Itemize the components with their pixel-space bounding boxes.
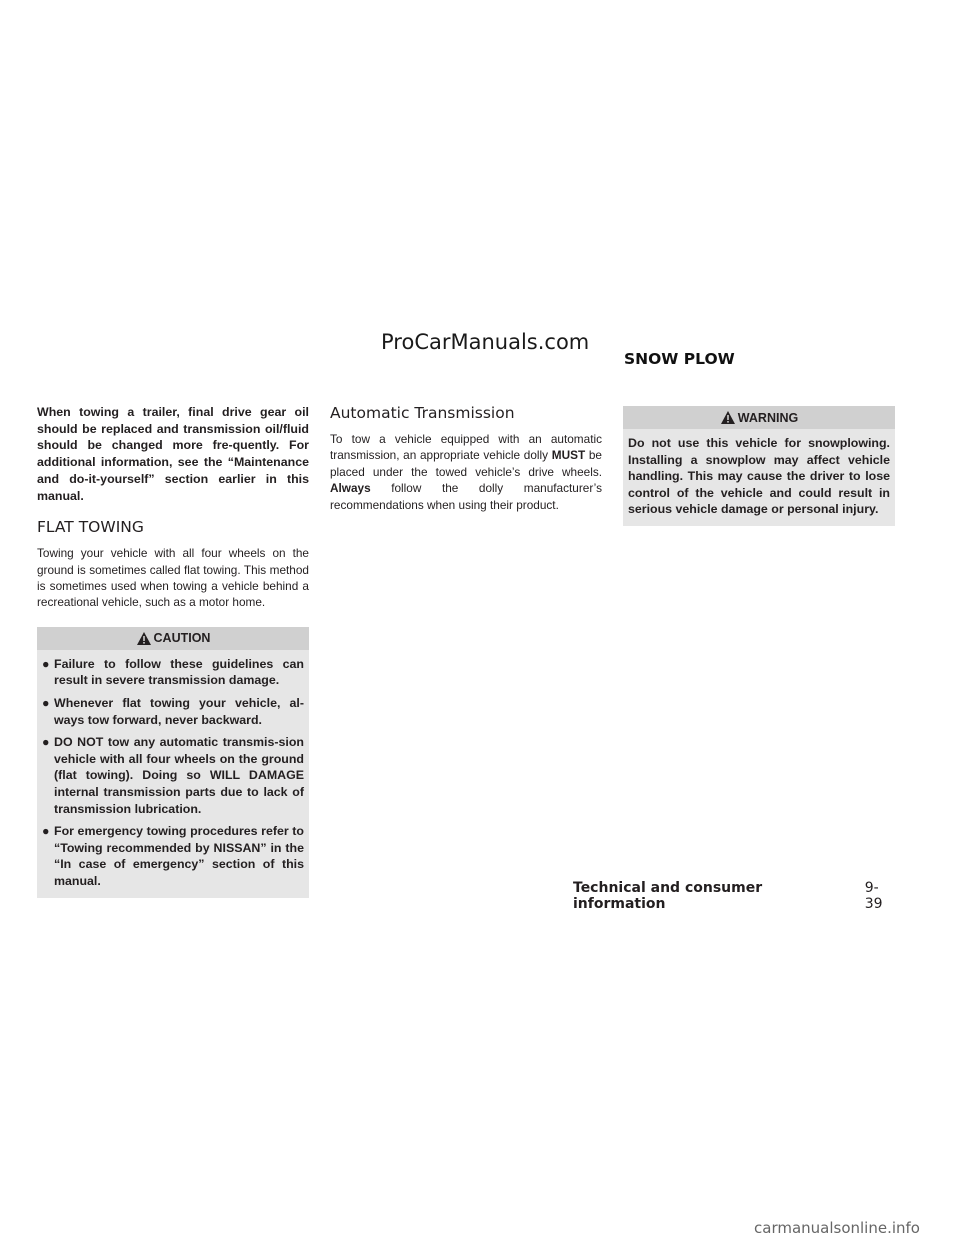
watermark-top: ProCarManuals.com: [381, 330, 590, 354]
caution-header: [37, 627, 309, 650]
auto-text-1: To tow a vehicle equipped with an automatic transmission, an appropriate vehicle dolly: [330, 432, 602, 463]
bullet-icon: ●: [42, 696, 50, 711]
page-footer: [573, 880, 896, 912]
warning-triangle-icon: [720, 410, 736, 425]
caution-item-text: For emergency towing procedures refer to “Towing recommended by NISSAN” in the “In case of emergency” section of this manual.: [54, 824, 304, 888]
column-right: [623, 404, 895, 526]
column-middle: [330, 404, 602, 513]
bullet-icon: ●: [42, 824, 50, 839]
auto-bold-must: MUST: [551, 448, 586, 463]
caution-item: [37, 656, 309, 689]
warning-label: WARNING: [737, 410, 799, 425]
caution-item-text: Whenever flat towing your vehicle, al-ways tow forward, never backward.: [54, 696, 304, 727]
flat-towing-heading: FLAT TOWING: [37, 518, 144, 537]
warning-box: [623, 406, 895, 526]
flat-towing-body: Towing your vehicle with all four wheels on the ground is sometimes called flat towing. This method is sometimes used when towing a vehicle behind a recreational vehicle, such as a motor home.: [37, 546, 309, 610]
bullet-icon: ●: [42, 735, 50, 750]
auto-text-3: follow the dolly manufacturer’s recommendations when using their product.: [330, 481, 602, 512]
warning-header: [623, 406, 895, 429]
bullet-icon: ●: [42, 656, 50, 671]
page-number: 9-39: [864, 880, 883, 912]
caution-item-text: Failure to follow these guidelines can result in severe transmission damage.: [54, 656, 304, 688]
caution-label: CAUTION: [153, 631, 211, 646]
caution-item: [37, 823, 309, 889]
automatic-transmission-body: [330, 431, 602, 513]
caution-item: [37, 734, 309, 817]
column-left: [37, 404, 309, 898]
auto-bold-always: Always: [330, 481, 371, 496]
caution-item: [37, 695, 309, 728]
warning-triangle-icon: [136, 631, 152, 646]
automatic-transmission-heading: Automatic Transmission: [330, 404, 515, 422]
auto-text-2: be placed under the towed vehicle’s drive wheels.: [330, 448, 602, 479]
caution-box: [37, 627, 309, 898]
snow-plow-heading: SNOW PLOW: [624, 350, 735, 368]
footer-chapter-title: Technical and consumer information: [573, 880, 763, 912]
snowplow-warning-text: Do not use this vehicle for snowplowing. Installing a snowplow may affect vehicle handling. This may cause the driver to lose control of the vehicle and could result in serious vehicle damage or personal injury.: [628, 436, 890, 517]
caution-item-text: DO NOT tow any automatic transmis-sion vehicle with all four wheels on the ground (flat towing). Doing so WILL DAMAGE internal transmission parts due to lack of transmission lubrication.: [54, 735, 304, 816]
trailer-gear-oil-note: When towing a trailer, final drive gear oil should be replaced and transmission oil/fluid should be changed more fre-quently. For additional information, see the “Maintenance and do-it-yourself” section earlier in this manual.: [37, 405, 309, 503]
watermark-bottom: carmanualsonline.info: [754, 1219, 920, 1237]
